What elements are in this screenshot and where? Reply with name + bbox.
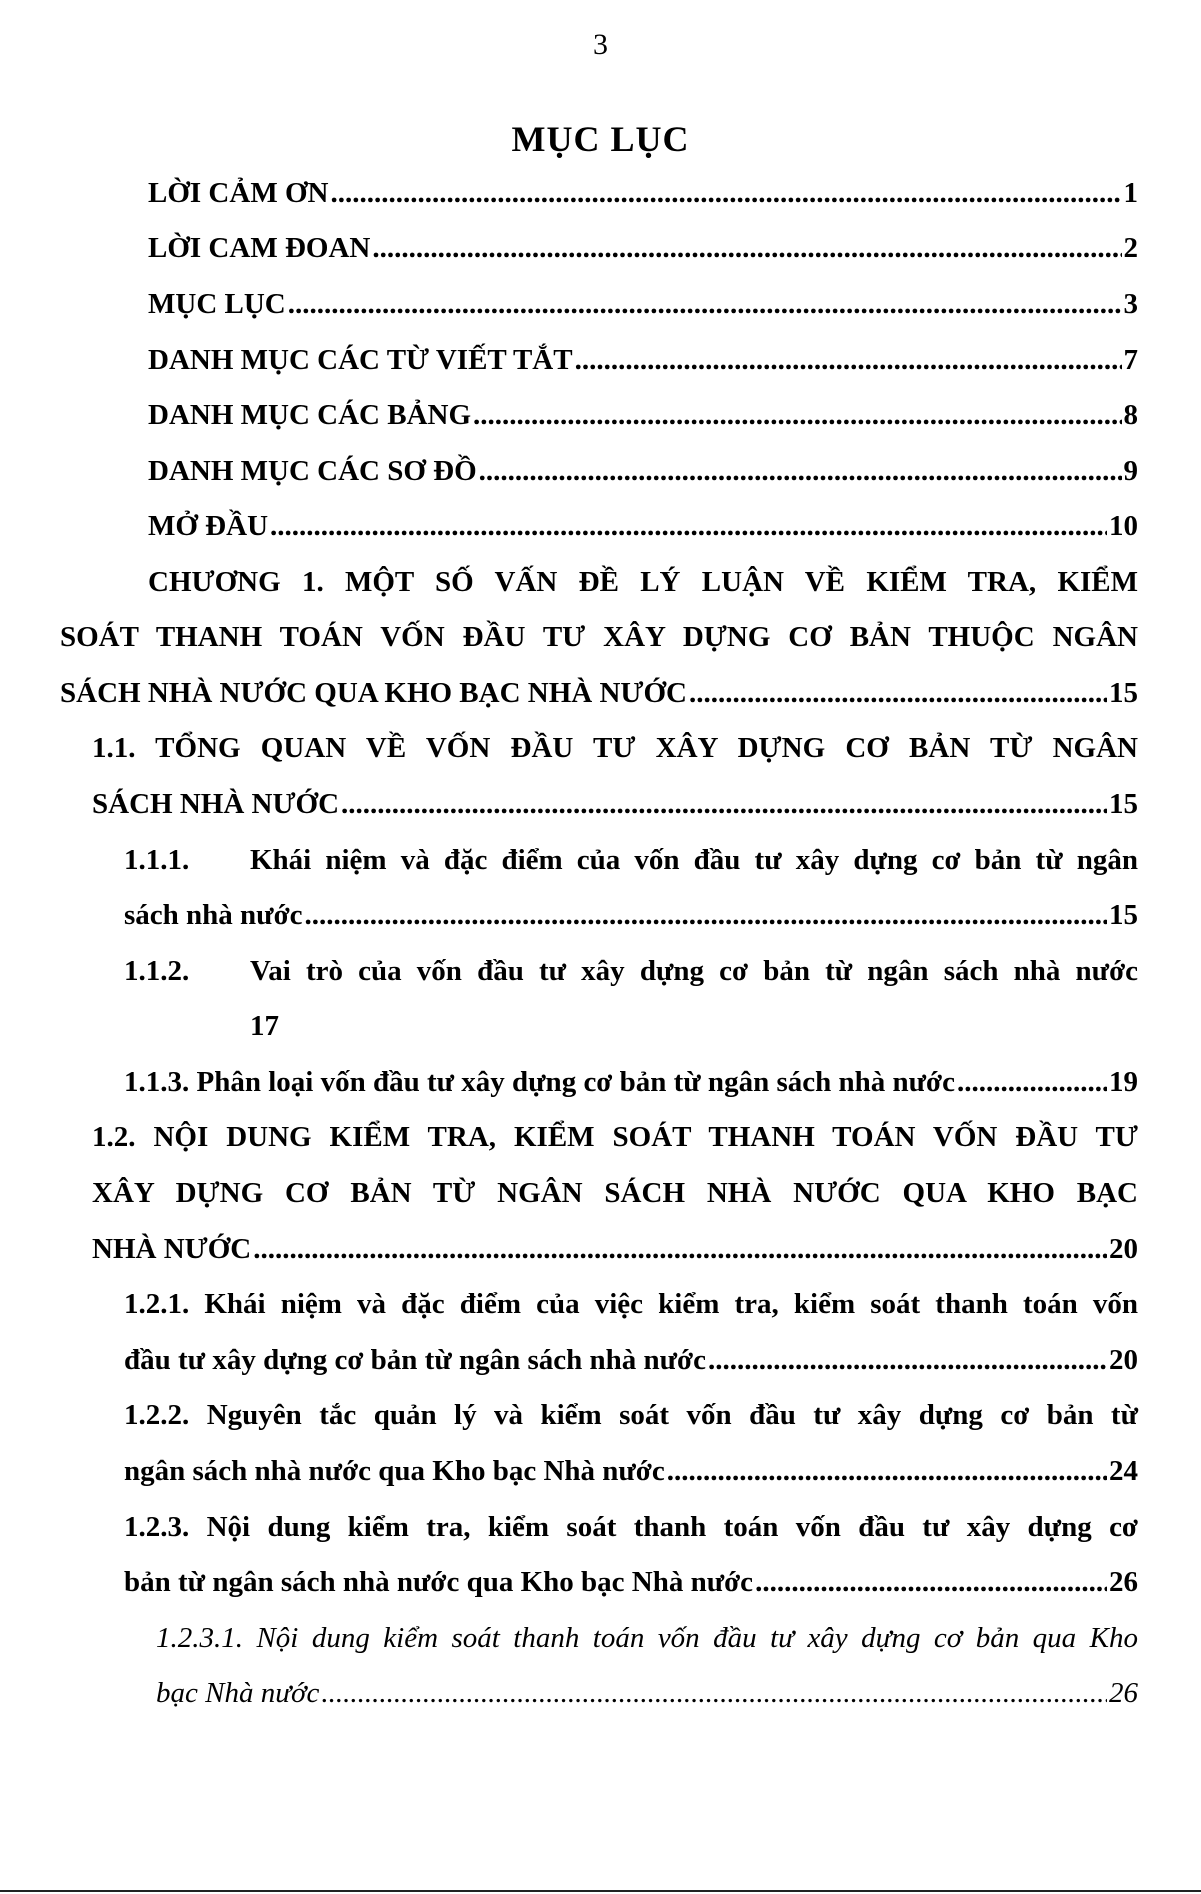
toc-entry-loi-cam-on[interactable]	[148, 171, 1138, 215]
toc-page-number: 20	[1109, 1344, 1138, 1376]
toc-entry-text: 1.1.3. Phân loại vốn đầu tư xây dựng cơ bản từ ngân sách nhà nước	[124, 1066, 955, 1098]
toc-entry-cac-so-do[interactable]	[148, 449, 1138, 493]
dot-leader	[372, 226, 1121, 270]
toc-page-number[interactable]: 17	[250, 1010, 279, 1042]
section-heading: Khái niệm và đặc điểm của vốn đầu tư xây dựng cơ bản từ ngân	[250, 844, 1138, 876]
page-number: 3	[593, 28, 608, 61]
dot-leader	[667, 1449, 1107, 1493]
toc-page-number: 19	[1109, 1066, 1138, 1098]
dot-leader	[341, 782, 1107, 826]
toc-entry-text: đầu tư xây dựng cơ bản từ ngân sách nhà nước	[124, 1344, 706, 1376]
toc-page-number: 15	[1109, 677, 1138, 709]
section-number: 1.1.2.	[124, 955, 190, 987]
toc-page-number: 24	[1109, 1455, 1138, 1487]
toc-entry-section-1-1-3[interactable]	[124, 1060, 1138, 1104]
toc-page-number: 26	[1109, 1677, 1138, 1709]
toc-entry-text: MỞ ĐẦU	[148, 510, 269, 542]
toc-entry-section-1-2-1[interactable]	[124, 1338, 1138, 1382]
toc-page-number: 15	[1109, 899, 1138, 931]
toc-entry-text: bản từ ngân sách nhà nước qua Kho bạc Nhà nước	[124, 1566, 754, 1598]
toc-page-number: 8	[1123, 399, 1138, 431]
toc-title: MỤC LỤC	[511, 119, 690, 159]
toc-entry-section-1-2-3[interactable]	[124, 1560, 1138, 1604]
toc-entry-chapter1[interactable]	[60, 671, 1138, 715]
toc-entry-section-1-2[interactable]	[92, 1227, 1138, 1271]
toc-page-number: 20	[1109, 1233, 1138, 1265]
toc-section-1-2-3-line1[interactable]: 1.2.3. Nội dung kiểm tra, kiểm soát thanh toán vốn đầu tư xây dựng cơ	[124, 1511, 1138, 1543]
toc-page-number: 10	[1109, 510, 1138, 542]
dot-leader	[473, 393, 1121, 437]
toc-section-1-2-2-line1[interactable]: 1.2.2. Nguyên tắc quản lý và kiểm soát vốn đầu tư xây dựng cơ bản từ	[124, 1399, 1138, 1431]
dot-leader	[305, 893, 1107, 937]
toc-entry-text: DANH MỤC CÁC TỪ VIẾT TẮT	[148, 344, 573, 376]
toc-section-1-2-1-line1[interactable]: 1.2.1. Khái niệm và đặc điểm của việc kiểm tra, kiểm soát thanh toán vốn	[124, 1288, 1138, 1320]
toc-page-number: 9	[1123, 455, 1138, 487]
toc-entry-loi-cam-doan[interactable]	[148, 226, 1138, 270]
toc-page-number: 15	[1109, 788, 1138, 820]
toc-entry-cac-bang[interactable]	[148, 393, 1138, 437]
toc-entry-text: MỤC LỤC	[148, 288, 286, 320]
dot-leader	[321, 1671, 1107, 1715]
toc-section-1-2-3-1-line1[interactable]: 1.2.3.1. Nội dung kiểm soát thanh toán vốn đầu tư xây dựng cơ bản qua Kho	[156, 1622, 1138, 1654]
toc-page-number: 2	[1123, 232, 1138, 264]
toc-section-1-1-1-line1[interactable]	[124, 838, 1138, 882]
section-number: 1.1.1.	[124, 844, 190, 876]
toc-page-number: 26	[1109, 1566, 1138, 1598]
dot-leader	[479, 449, 1122, 493]
toc-page-number: 1	[1123, 177, 1138, 209]
toc-entry-text: SÁCH NHÀ NƯỚC	[92, 788, 340, 820]
toc-entry-text: DANH MỤC CÁC BẢNG	[148, 399, 472, 431]
section-heading: Vai trò của vốn đầu tư xây dựng cơ bản từ ngân sách nhà nước	[250, 955, 1138, 987]
dot-leader	[957, 1060, 1107, 1104]
toc-entry-tu-viet-tat[interactable]	[148, 338, 1138, 382]
dot-leader	[330, 171, 1121, 215]
dot-leader	[755, 1560, 1107, 1604]
toc-section-1-2-line2[interactable]: XÂY DỰNG CƠ BẢN TỪ NGÂN SÁCH NHÀ NƯỚC QUA KHO BẠC	[92, 1177, 1138, 1209]
toc-page-number: 3	[1123, 288, 1138, 320]
dot-leader	[270, 504, 1107, 548]
toc-entry-text: sách nhà nước	[124, 899, 303, 931]
dot-leader	[253, 1227, 1107, 1271]
toc-entry-section-1-2-2[interactable]	[124, 1449, 1138, 1493]
toc-entry-text: DANH MỤC CÁC SƠ ĐỒ	[148, 455, 477, 487]
toc-section-1-1-line1[interactable]: 1.1. TỔNG QUAN VỀ VỐN ĐẦU TƯ XÂY DỰNG CƠ BẢN TỪ NGÂN	[92, 732, 1138, 764]
toc-entry-text: ngân sách nhà nước qua Kho bạc Nhà nước	[124, 1455, 665, 1487]
toc-entry-section-1-1[interactable]	[92, 782, 1138, 826]
dot-leader	[575, 338, 1122, 382]
toc-page-number: 7	[1123, 344, 1138, 376]
toc-section-1-2-line1[interactable]: 1.2. NỘI DUNG KIỂM TRA, KIỂM SOÁT THANH TOÁN VỐN ĐẦU TƯ	[92, 1121, 1138, 1153]
toc-section-1-1-2-line1[interactable]	[124, 949, 1138, 993]
toc-entry-muc-luc[interactable]	[148, 282, 1138, 326]
bottom-edge-line	[0, 1890, 1201, 1892]
dot-leader	[689, 671, 1107, 715]
toc-entry-mo-dau[interactable]	[148, 504, 1138, 548]
toc-entry-text: NHÀ NƯỚC	[92, 1233, 252, 1265]
toc-entry-text: LỜI CẢM ƠN	[148, 177, 329, 209]
toc-entry-text: LỜI CAM ĐOAN	[148, 232, 371, 264]
toc-chapter1-line2[interactable]: SOÁT THANH TOÁN VỐN ĐẦU TƯ XÂY DỰNG CƠ BẢN THUỘC NGÂN	[60, 621, 1138, 653]
toc-chapter1-line1[interactable]: CHƯƠNG 1. MỘT SỐ VẤN ĐỀ LÝ LUẬN VỀ KIỂM TRA, KIỂM	[148, 566, 1138, 598]
toc-entry-section-1-2-3-1[interactable]	[156, 1671, 1138, 1715]
dot-leader	[708, 1338, 1107, 1382]
toc-entry-text: SÁCH NHÀ NƯỚC QUA KHO BẠC NHÀ NƯỚC	[60, 677, 687, 709]
toc-entry-text: bạc Nhà nước	[156, 1677, 320, 1709]
toc-entry-section-1-1-1[interactable]	[124, 893, 1138, 937]
dot-leader	[288, 282, 1122, 326]
